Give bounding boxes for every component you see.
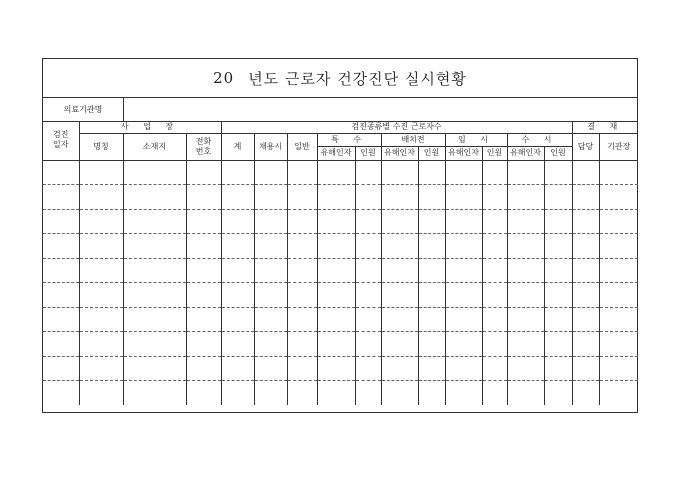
table-cell[interactable]: [445, 356, 482, 381]
table-cell[interactable]: [317, 381, 355, 405]
table-cell[interactable]: [544, 160, 572, 185]
table-cell[interactable]: [544, 356, 572, 381]
total-header: 계: [221, 133, 254, 160]
table-cell[interactable]: [123, 185, 186, 210]
table-cell[interactable]: [544, 234, 572, 259]
table-cell[interactable]: [445, 185, 482, 210]
table-cell[interactable]: [482, 381, 507, 405]
table-cell[interactable]: [79, 307, 123, 332]
temporary-header: 임 시: [445, 133, 507, 146]
table-cell[interactable]: [186, 283, 221, 308]
table-cell[interactable]: [445, 234, 482, 259]
table-cell[interactable]: [544, 258, 572, 283]
table-cell[interactable]: [79, 209, 123, 234]
table-cell[interactable]: [599, 332, 638, 357]
table-cell[interactable]: [317, 258, 355, 283]
table-cell[interactable]: [544, 332, 572, 357]
table-cell[interactable]: [418, 283, 445, 308]
phone-header: [186, 133, 221, 160]
table-cell[interactable]: [507, 234, 544, 259]
table-cell[interactable]: [221, 381, 254, 405]
temporary-count-header: 인원: [482, 146, 507, 160]
table-cell[interactable]: [482, 332, 507, 357]
table-cell[interactable]: [221, 332, 254, 357]
table-cell[interactable]: [355, 283, 381, 308]
table-cell[interactable]: [123, 356, 186, 381]
table-cell[interactable]: [482, 283, 507, 308]
table-cell[interactable]: [445, 160, 482, 185]
table-cell[interactable]: [317, 185, 355, 210]
table-cell[interactable]: [123, 332, 186, 357]
table-cell[interactable]: [287, 356, 317, 381]
table-cell[interactable]: [482, 160, 507, 185]
table-cell[interactable]: [287, 258, 317, 283]
table-cell[interactable]: [43, 160, 79, 185]
table-cell[interactable]: [287, 307, 317, 332]
table-cell[interactable]: [445, 332, 482, 357]
table-cell[interactable]: [254, 381, 287, 405]
table-cell[interactable]: [599, 185, 638, 210]
table-cell[interactable]: [482, 307, 507, 332]
general-header: 일반: [287, 133, 317, 160]
table-cell[interactable]: [254, 234, 287, 259]
table-cell[interactable]: [572, 356, 599, 381]
table-cell[interactable]: [254, 209, 287, 234]
table-cell[interactable]: [287, 234, 317, 259]
table-cell[interactable]: [381, 160, 418, 185]
institution-row: [43, 97, 637, 122]
table-cell[interactable]: [381, 381, 418, 405]
table-cell[interactable]: [186, 258, 221, 283]
title-year: 20: [213, 69, 235, 87]
workplace-header: 사 업 장: [79, 121, 221, 133]
table-cell[interactable]: [544, 209, 572, 234]
table-cell[interactable]: [317, 209, 355, 234]
table-cell[interactable]: [507, 381, 544, 405]
table-cell[interactable]: [123, 234, 186, 259]
table-cell[interactable]: [381, 307, 418, 332]
table-cell[interactable]: [221, 258, 254, 283]
special-count-header: 인원: [355, 146, 381, 160]
table-cell[interactable]: [445, 258, 482, 283]
table-cell[interactable]: [599, 307, 638, 332]
table-cell[interactable]: [287, 381, 317, 405]
table-cell[interactable]: [221, 209, 254, 234]
table-cell[interactable]: [186, 332, 221, 357]
table-row: [43, 185, 638, 210]
table-cell[interactable]: [507, 258, 544, 283]
table-cell[interactable]: [507, 185, 544, 210]
table-cell[interactable]: [544, 381, 572, 405]
table-cell[interactable]: [355, 356, 381, 381]
table-cell[interactable]: [79, 185, 123, 210]
table-cell[interactable]: [445, 283, 482, 308]
table-cell[interactable]: [381, 258, 418, 283]
table-cell[interactable]: [355, 258, 381, 283]
table-cell[interactable]: [221, 307, 254, 332]
table-row: [43, 234, 638, 259]
address-header: 소재지: [123, 133, 186, 160]
table-row: [43, 258, 638, 283]
table-cell[interactable]: [355, 209, 381, 234]
occasional-hazard-header: 유해인자: [507, 146, 544, 160]
table-cell[interactable]: [418, 160, 445, 185]
pre-placement-hazard-header: 유해인자: [381, 146, 418, 160]
table-cell[interactable]: [221, 283, 254, 308]
table-cell[interactable]: [79, 258, 123, 283]
table-cell[interactable]: [544, 307, 572, 332]
table-cell[interactable]: [572, 307, 599, 332]
table-cell[interactable]: [43, 307, 79, 332]
table-cell[interactable]: [445, 307, 482, 332]
table-cell[interactable]: [254, 307, 287, 332]
table-cell[interactable]: [287, 332, 317, 357]
table-cell[interactable]: [123, 381, 186, 405]
table-cell[interactable]: [43, 185, 79, 210]
officer-header: 담당: [572, 133, 599, 160]
table-cell[interactable]: [418, 381, 445, 405]
table-cell[interactable]: [355, 160, 381, 185]
table-cell[interactable]: [507, 283, 544, 308]
table-cell[interactable]: [418, 356, 445, 381]
table-cell[interactable]: [123, 283, 186, 308]
table-cell[interactable]: [79, 356, 123, 381]
occasional-header: 수 시: [507, 133, 572, 146]
exam-status-table: [43, 121, 638, 405]
table-cell[interactable]: [355, 381, 381, 405]
table-cell[interactable]: [572, 160, 599, 185]
table-cell[interactable]: [355, 185, 381, 210]
name-header: 명칭: [79, 133, 123, 160]
table-cell[interactable]: [221, 234, 254, 259]
occasional-count-header: 인원: [544, 146, 572, 160]
table-cell[interactable]: [445, 209, 482, 234]
table-cell[interactable]: [599, 234, 638, 259]
table-cell[interactable]: [43, 258, 79, 283]
table-cell[interactable]: [572, 209, 599, 234]
table-cell[interactable]: [43, 209, 79, 234]
table-cell[interactable]: [507, 160, 544, 185]
table-cell[interactable]: [221, 160, 254, 185]
table-cell[interactable]: [381, 283, 418, 308]
table-cell[interactable]: [572, 381, 599, 405]
special-hazard-header: 유해인자: [317, 146, 355, 160]
table-cell[interactable]: [418, 258, 445, 283]
table-cell[interactable]: [317, 356, 355, 381]
table-cell[interactable]: [123, 209, 186, 234]
table-cell[interactable]: [186, 381, 221, 405]
table-cell[interactable]: [418, 185, 445, 210]
table-cell[interactable]: [572, 332, 599, 357]
temporary-hazard-header: 유해인자: [445, 146, 482, 160]
table-row: [43, 283, 638, 308]
table-cell[interactable]: [221, 185, 254, 210]
table-cell[interactable]: [599, 258, 638, 283]
table-cell[interactable]: [221, 356, 254, 381]
form-title: [43, 59, 637, 98]
table-cell[interactable]: [287, 209, 317, 234]
table-row: [43, 160, 638, 185]
table-cell[interactable]: [123, 307, 186, 332]
approval-header: 결 재: [572, 121, 638, 133]
table-cell[interactable]: [287, 283, 317, 308]
table-cell[interactable]: [507, 356, 544, 381]
table-cell[interactable]: [79, 283, 123, 308]
table-cell[interactable]: [418, 307, 445, 332]
table-cell[interactable]: [317, 332, 355, 357]
table-cell[interactable]: [79, 332, 123, 357]
table-cell[interactable]: [123, 258, 186, 283]
table-cell[interactable]: [43, 381, 79, 405]
by-type-header: 검진종류별 수진 근로자수: [221, 121, 572, 133]
table-cell[interactable]: [381, 356, 418, 381]
special-header: 특 수: [317, 133, 381, 146]
table-cell[interactable]: [287, 160, 317, 185]
phone-line1: 전화: [195, 136, 212, 146]
table-cell[interactable]: [186, 160, 221, 185]
table-cell[interactable]: [355, 307, 381, 332]
table-cell[interactable]: [123, 160, 186, 185]
table-row: [43, 209, 638, 234]
table-cell[interactable]: [317, 307, 355, 332]
health-exam-form: [42, 58, 638, 413]
table-row: [43, 356, 638, 381]
table-row: [43, 332, 638, 357]
phone-line2: 번호: [195, 146, 212, 156]
table-cell[interactable]: [482, 185, 507, 210]
table-cell[interactable]: [186, 307, 221, 332]
table-cell[interactable]: [43, 234, 79, 259]
table-cell[interactable]: [418, 332, 445, 357]
institution-label: 의료기관명: [43, 97, 124, 121]
table-cell[interactable]: [572, 234, 599, 259]
table-cell[interactable]: [186, 185, 221, 210]
table-cell[interactable]: [254, 356, 287, 381]
pre-placement-header: 배치전: [381, 133, 445, 146]
table-cell[interactable]: [43, 283, 79, 308]
table-cell[interactable]: [43, 356, 79, 381]
table-cell[interactable]: [572, 185, 599, 210]
table-cell[interactable]: [418, 209, 445, 234]
table-cell[interactable]: [317, 160, 355, 185]
table-cell[interactable]: [507, 307, 544, 332]
table-cell[interactable]: [355, 332, 381, 357]
exam-date-line1: 검진: [53, 130, 69, 140]
table-cell[interactable]: [186, 209, 221, 234]
table-cell[interactable]: [418, 234, 445, 259]
table-cell[interactable]: [507, 332, 544, 357]
table-cell[interactable]: [43, 332, 79, 357]
table-cell[interactable]: [482, 356, 507, 381]
exam-date-header: [43, 121, 79, 160]
title-text: 년도 근로자 건강진단 실시현황: [248, 69, 467, 88]
table-cell[interactable]: [599, 356, 638, 381]
pre-placement-count-header: 인원: [418, 146, 445, 160]
table-cell[interactable]: [287, 185, 317, 210]
table-cell[interactable]: [572, 258, 599, 283]
table-cell[interactable]: [544, 283, 572, 308]
table-cell[interactable]: [79, 160, 123, 185]
table-cell[interactable]: [317, 283, 355, 308]
table-cell[interactable]: [381, 332, 418, 357]
table-row: [43, 381, 638, 405]
table-cell[interactable]: [254, 258, 287, 283]
table-cell[interactable]: [482, 234, 507, 259]
table-cell[interactable]: [381, 234, 418, 259]
table-cell[interactable]: [254, 332, 287, 357]
table-cell[interactable]: [544, 185, 572, 210]
table-cell[interactable]: [254, 160, 287, 185]
table-cell[interactable]: [79, 381, 123, 405]
table-cell[interactable]: [254, 185, 287, 210]
exam-date-line2: 일자: [53, 140, 69, 150]
table-row: [43, 307, 638, 332]
table-cell[interactable]: [381, 209, 418, 234]
table-cell[interactable]: [599, 283, 638, 308]
table-cell[interactable]: [355, 234, 381, 259]
table-cell[interactable]: [186, 234, 221, 259]
table-cell[interactable]: [317, 234, 355, 259]
table-cell[interactable]: [186, 356, 221, 381]
table-cell[interactable]: [254, 283, 287, 308]
table-cell[interactable]: [599, 160, 638, 185]
pre-employment-header: 채용시: [254, 133, 287, 160]
table-cell[interactable]: [482, 209, 507, 234]
table-cell[interactable]: [507, 209, 544, 234]
table-cell[interactable]: [599, 209, 638, 234]
table-cell[interactable]: [381, 185, 418, 210]
table-cell[interactable]: [79, 234, 123, 259]
table-cell[interactable]: [445, 381, 482, 405]
table-cell[interactable]: [482, 258, 507, 283]
director-header: 기관장: [599, 133, 638, 160]
table-cell[interactable]: [599, 381, 638, 405]
table-cell[interactable]: [572, 283, 599, 308]
